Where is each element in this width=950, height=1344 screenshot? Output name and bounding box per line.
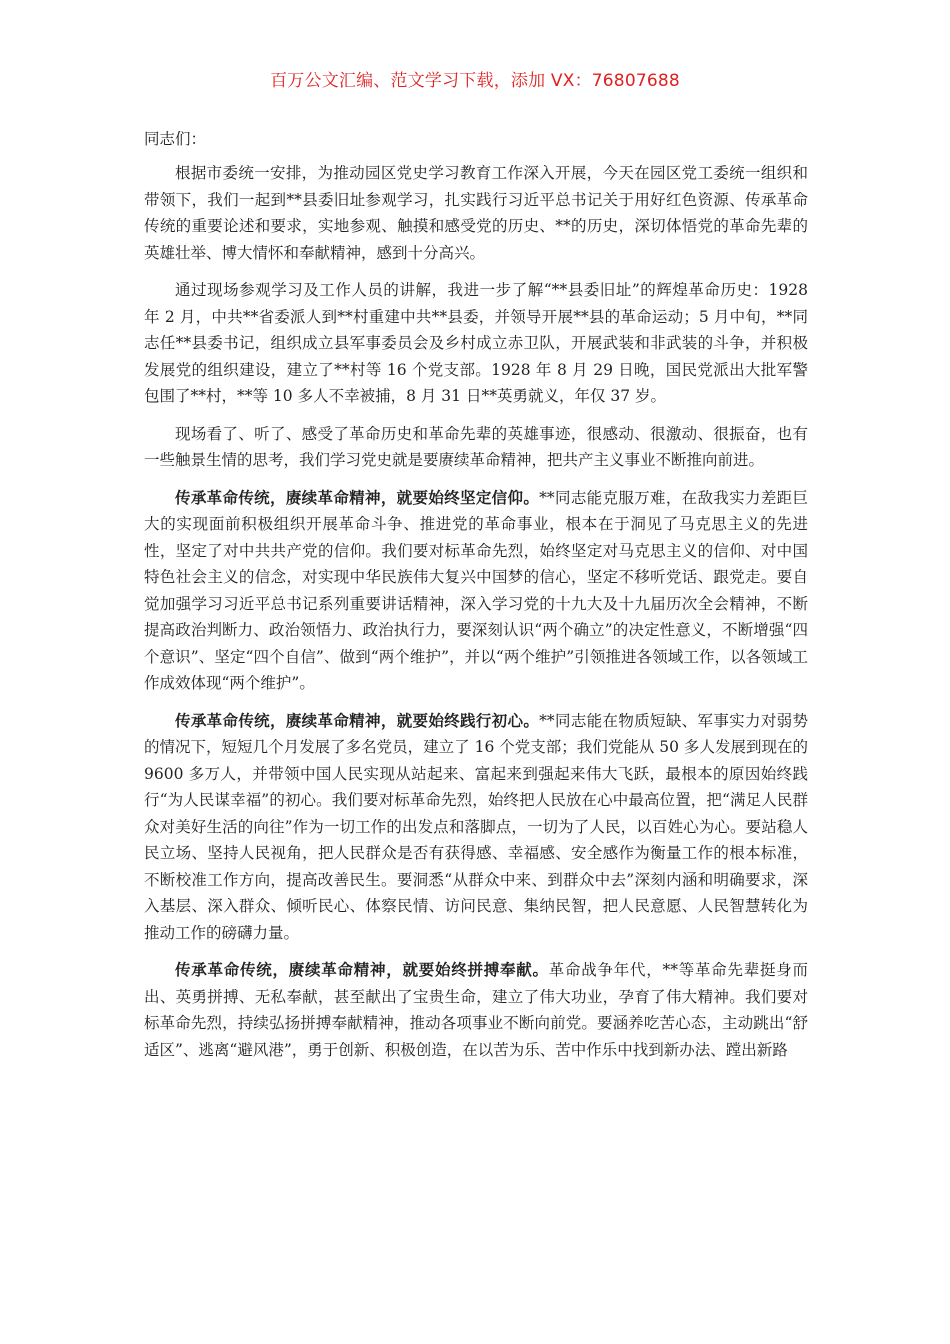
paragraph-lead: 传承革命传统，赓续革命精神，就要始终践行初心。 bbox=[175, 710, 540, 730]
greeting: 同志们： bbox=[144, 130, 207, 148]
paragraph-text: 通过现场参观学习及工作人员的讲解，我进一步了解“**县委旧址”的辉煌革命历史：1928 年 2 月，中共**省委派人到**村重建中共**县委，并领导开展**县的革命运动；5 月中旬，**同志任**县委书记，组织成立县军事委员会及乡村成立赤卫队，开展武装和非武装的斗争，并积极发展党的组织建设，建立了**村等 16 个党支部。1928 年 8 月 29 日晚，国民党派出大批军警包围了**村，**等 10 多人不幸被捕，8 月 31 日**英勇就义，年仅 37 岁。 bbox=[144, 281, 808, 405]
paragraph-history bbox=[144, 277, 808, 410]
paragraph-dedication bbox=[144, 957, 808, 1063]
document-body bbox=[144, 160, 808, 1074]
paragraph-belief bbox=[144, 485, 808, 697]
paragraph-intro bbox=[144, 160, 808, 266]
paragraph-original-aspiration bbox=[144, 708, 808, 947]
paragraph-reflection bbox=[144, 421, 808, 474]
paragraph-text: **同志能克服万难，在敌我实力差距巨大的实现面前积极组织开展革命斗争、推进党的革命事业，根本在于洞见了马克思主义的先进性，坚定了对中共共产党的信仰。我们要对标革命先烈，始终坚定对马克思主义的信仰、对中国特色社会主义的信念，对实现中华民族伟大复兴中国梦的信心，坚定不移听党话、跟党走。要自觉加强学习习近平总书记系列重要讲话精神，深入学习党的十九大及十九届历次全会精神，不断提高政治判断力、政治领悟力、政治执行力，要深刻认识“两个确立”的决定性意义，不断增强“四个意识”、坚定“四个自信”、做到“两个维护”，并以“两个维护”引领推进各领域工作，以各领域工作成效体现“两个维护”。 bbox=[144, 488, 808, 692]
paragraph-lead: 传承革命传统，赓续革命精神，就要始终拼搏奉献。 bbox=[175, 960, 549, 979]
paragraph-text: 革命战争年代，**等革命先辈挺身而出、英勇拼搏、无私奉献，甚至献出了宝贵生命，建立了伟大功业，孕育了伟大精神。我们要对标革命先烈，持续弘扬拼搏奉献精神，推动各项事业不断向前党。要涵养吃苦心态，主动跳出“舒适区”、逃离“避风港”，勇于创新、积极创造，在以苦为乐、苦中作乐中找到新办法、蹚出新路 bbox=[144, 961, 808, 1059]
watermark-header: 百万公文汇编、范文学习下载，添加 VX：76807688 bbox=[270, 71, 680, 91]
paragraph-text: 根据市委统一安排，为推动园区党史学习教育工作深入开展，今天在园区党工委统一组织和带领下，我们一起到**县委旧址参观学习，扎实践行习近平总书记关于用好红色资源、传承革命传统的重要论述和要求，实地参观、触摸和感受党的历史、**的历史，深切体悟党的革命先辈的英雄壮举、博大情怀和奉献精神，感到十分高兴。 bbox=[144, 164, 808, 262]
paragraph-text: **同志能在物质短缺、军事实力对弱势的情况下，短短几个月发展了多名党员，建立了 16 个党支部；我们党能从 50 多人发展到现在的 9600 多万人，并带领中国人民实现从站起来、富起来到强起来伟大飞跃，最根本的原因始终践行“为人民谋幸福”的初心。我们要对标革命先烈，始终把人民放在心中最高位置，把“满足人民群众对美好生活的向往”作为一切工作的出发点和落脚点，一切为了人民，以百姓心为心。要站稳人民立场、坚持人民视角，把人民群众是否有获得感、幸福感、安全感作为衡量工作的根本标准，不断校准工作方向，提高改善民生。要洞悉“从群众中来、到群众中去”深刻内涵和明确要求，深入基层、深入群众、倾听民心、体察民情、访问民意、集纳民智，把人民意愿、人民智慧转化为推动工作的磅礴力量。 bbox=[144, 711, 808, 942]
paragraph-lead: 传承革命传统，赓续革命精神，就要始终坚定信仰。 bbox=[175, 487, 540, 507]
paragraph-text: 现场看了、听了、感受了革命历史和革命先辈的英雄事迹，很感动、很激动、很振奋，也有一些触景生情的思考，我们学习党史就是要赓续革命精神，把共产主义事业不断推向前进。 bbox=[144, 424, 808, 469]
